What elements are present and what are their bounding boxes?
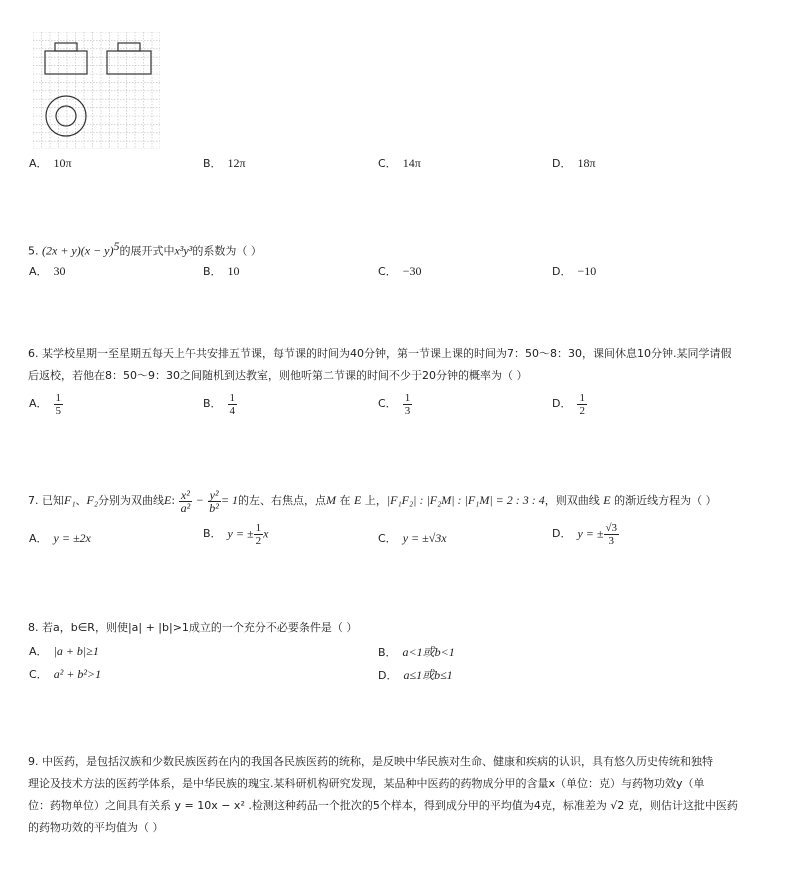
q9-line-3: 位：药物单位）之间具有关系 y = 10x − x² .检测这种药品一个批次的5个样本，得到成分甲的平均值为4克，标准差为 √2 克，则估计这批中医药 <box>28 799 738 812</box>
q5-option-b: B． 10 <box>203 264 240 278</box>
q5-option-d: D． −10 <box>552 264 597 278</box>
q4-option-b: B． 12π <box>203 156 246 170</box>
q6-option-b: B． $\frac{1}{4}$ <box>203 392 236 417</box>
q8-stem: 8. 若a，b∈R，则使|a| + |b|>1成立的一个充分不必要条件是（ ） <box>28 621 358 634</box>
q6-option-d: D． $\frac{1}{2}$ <box>552 392 585 417</box>
q6-stem <box>28 343 768 387</box>
front-view <box>45 43 87 74</box>
q4-option-d: D． 18π <box>552 156 596 170</box>
q9-line-4: 的药物功效的平均值为（ ） <box>28 821 164 834</box>
q6-line-1: 6. 某学校星期一至星期五每天上午共安排五节课，每节课的时间为40分钟，第一节课上课的时间为7：50～8：30，课间休息10分钟.某同学请假 <box>28 347 732 360</box>
q6-option-c: C． $\frac{1}{3}$ <box>378 392 411 417</box>
q7-option-d: D． y = ± $\frac{√3}{3}$ <box>552 522 618 547</box>
q9-stem <box>28 751 768 839</box>
q9-line-1: 9. 中医药，是包括汉族和少数民族医药在内的我国各民族医药的统称，是反映中华民族对生命、健康和疾病的认识，具有悠久历史传统和独特 <box>28 755 713 768</box>
q7-option-a: A． y = ±2x <box>29 531 91 545</box>
grid <box>33 32 160 149</box>
q5-option-a: A． 30 <box>29 264 66 278</box>
q8-option-a: A． |a + b|≥1 <box>29 644 99 658</box>
q4-option-a: A． 10π <box>29 156 72 170</box>
q5-stem: 5. $(2x + y)(x - y)^5$的展开式中x³y³的系数为（ ） <box>28 239 262 258</box>
q6-option-a: A． $\frac{1}{5}$ <box>29 392 62 417</box>
q8-option-d: D． a≤1或b≤1 <box>378 668 453 682</box>
q7-stem: 7. 已知F₁、F₂分别为双曲线E: $\frac{\text{x²}}{\text{a²}}$ − $\frac{\text{y²}}{\text{b²}}$ = 1的左、右焦点，点M 在 E 上，|F₁F₂| : |F₂M| : |F₁M| = 2 : 3 : 4，则双曲线 E 的渐近线方程为（ ） <box>28 487 717 515</box>
side-view <box>107 43 151 74</box>
q6-line-2: 后返校，若他在8：50～9：30之间随机到达教室，则他听第二节课的时间不少于20分钟的概率为（ ） <box>28 369 528 382</box>
q9-line-2: 理论及技术方法的医药学体系，是中华民族的瑰宝.某科研机构研究发现，某品种中医药的药物成分甲的含量x（单位：克）与药物功效y（单 <box>28 777 705 790</box>
three-view-figure <box>33 32 160 149</box>
q7-option-b: B． y = ± $\frac{1}{2}$ x <box>203 522 269 547</box>
q8-option-b: B． a<1或b<1 <box>378 645 455 659</box>
q7-option-c: C． y = ±√3x <box>378 531 447 545</box>
q5-option-c: C． −30 <box>378 264 422 278</box>
q8-option-c: C． a² + b²>1 <box>29 667 102 681</box>
q4-option-c: C． 14π <box>378 156 421 170</box>
